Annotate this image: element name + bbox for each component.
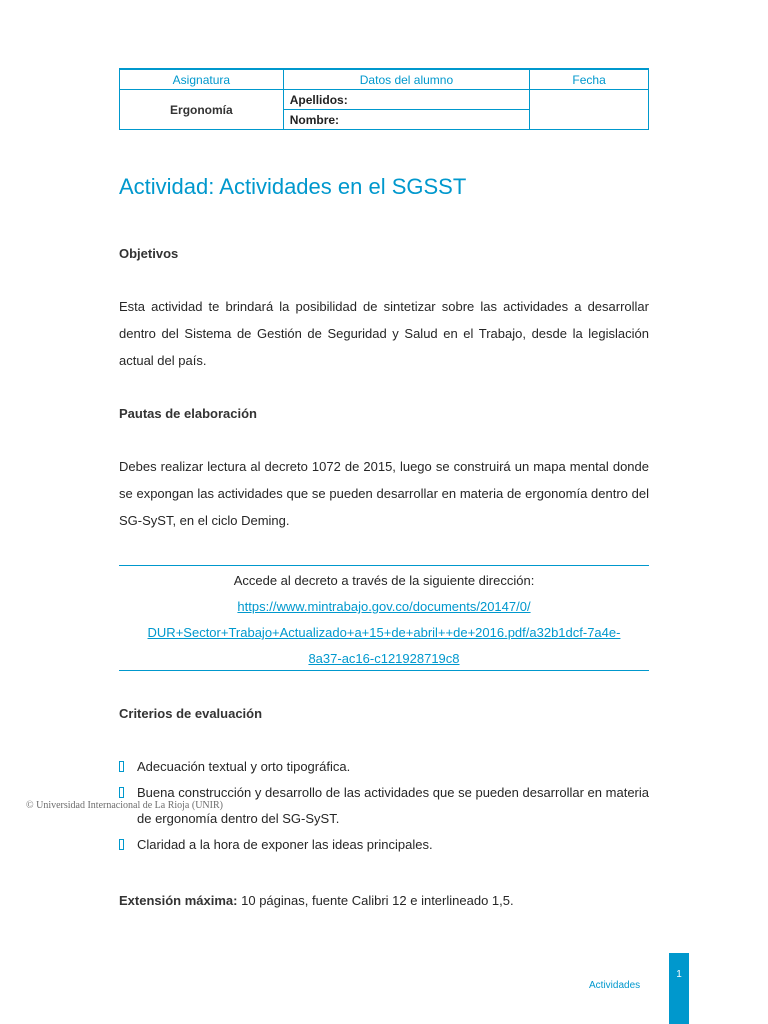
list-item bbox=[119, 832, 649, 858]
criteria-heading: Criterios de evaluación bbox=[119, 706, 263, 721]
guidelines-text: Debes realizar lectura al decreto 1072 de 2015, luego se construirá un mapa mental donde se expongan las actividades que se pueden desarrollar en materia de ergonomía dentro del SG-SyST, en el ciclo Deming. bbox=[119, 459, 649, 528]
bullet-icon bbox=[119, 761, 124, 772]
link-box-lead: Accede al decreto a través de la siguiente dirección: bbox=[233, 573, 535, 588]
extension-label: Extensión máxima: bbox=[119, 893, 238, 908]
col-student-header: Datos del alumno bbox=[283, 69, 530, 90]
page-title: Actividad: Actividades en el SGSST bbox=[119, 174, 467, 199]
extension-note bbox=[119, 893, 514, 908]
col-date-header: Fecha bbox=[530, 69, 649, 90]
guidelines-heading: Pautas de elaboración bbox=[119, 406, 257, 421]
decree-link-line-1[interactable]: https://www.mintrabajo.gov.co/documents/20147/0/ bbox=[237, 599, 531, 614]
page-number: 1 bbox=[676, 969, 682, 980]
header-table bbox=[119, 68, 649, 130]
footer-section-label: Actividades bbox=[589, 980, 641, 991]
subject-cell: Ergonomía bbox=[120, 90, 284, 130]
name-field[interactable]: Nombre: bbox=[283, 110, 530, 130]
decree-link-line-3[interactable]: 8a37-ac16-c121928719c8 bbox=[308, 651, 460, 666]
criteria-item-text: Buena construcción y desarrollo de las actividades que se pueden desarrollar en materia de ergonomía dentro del SG-SyST. bbox=[137, 785, 649, 826]
page-number-tab bbox=[669, 953, 689, 1024]
list-item bbox=[119, 754, 649, 780]
lastname-field[interactable]: Apellidos: bbox=[283, 90, 530, 110]
copyright-notice: © Universidad Internacional de La Rioja (UNIR) bbox=[26, 800, 223, 811]
bullet-icon bbox=[119, 787, 124, 798]
bullet-icon bbox=[119, 839, 124, 850]
col-subject-header: Asignatura bbox=[120, 69, 284, 90]
objectives-heading: Objetivos bbox=[119, 246, 179, 261]
decree-link-line-2[interactable]: DUR+Sector+Trabajo+Actualizado+a+15+de+abril++de+2016.pdf/a32b1dcf-7a4e- bbox=[147, 625, 621, 640]
date-field[interactable] bbox=[530, 90, 649, 130]
link-box bbox=[119, 565, 649, 671]
objectives-text: Esta actividad te brindará la posibilidad de sintetizar sobre las actividades a desarrollar dentro del Sistema de Gestión de Seguridad y Salud en el Trabajo, desde la legislación actual del país. bbox=[119, 299, 649, 368]
criteria-item-text: Adecuación textual y orto tipográfica. bbox=[137, 759, 351, 774]
criteria-item-text: Claridad a la hora de exponer las ideas principales. bbox=[137, 837, 433, 852]
extension-value: 10 páginas, fuente Calibri 12 e interlineado 1,5. bbox=[241, 893, 514, 908]
